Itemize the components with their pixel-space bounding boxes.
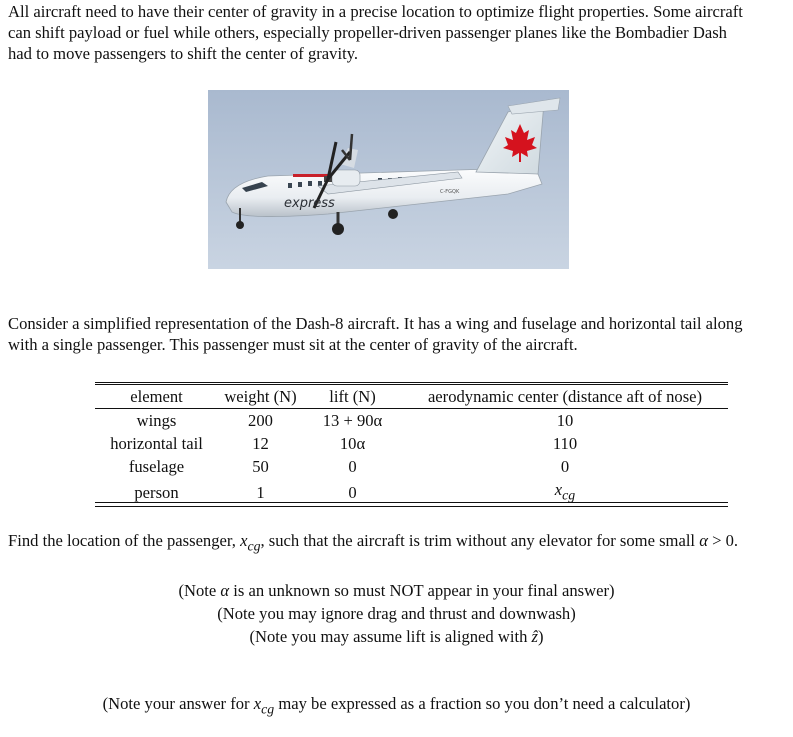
cell-lift: 10α <box>339 434 366 453</box>
cell-element: horizontal tail <box>110 434 203 453</box>
question-tail: > 0. <box>707 531 739 550</box>
xcg-variable: $x_{cg}$ <box>240 531 261 554</box>
table-row <box>95 409 728 433</box>
aircraft-illustration <box>208 90 569 269</box>
intro-paragraph <box>8 1 793 64</box>
xcg-variable: $x_{cg}$ <box>253 694 275 717</box>
question-text-after: , such that the aircraft is trim without any elevator for some small <box>260 531 700 550</box>
table-bottom-rule <box>95 502 728 503</box>
header-aero-center: aerodynamic center (distance aft of nose) <box>402 384 728 409</box>
cell-weight: 200 <box>218 409 303 433</box>
description-line-1: Consider a simplified representation of the Dash-8 aircraft. It has a wing and fuselage and horizontal tail along <box>8 314 743 333</box>
description-line-2: with a single passenger. This passenger must sit at the center of gravity of the aircraft. <box>8 335 578 354</box>
cell-weight: 12 <box>252 434 269 453</box>
cell-weight: 1 <box>218 478 303 507</box>
cell-lift: 0 <box>303 478 402 507</box>
intro-line-1: All aircraft need to have their center of gravity in a precise location to optimize flight properties. Some aircraft <box>8 2 743 21</box>
cell-aero-center: 110 <box>552 434 578 453</box>
cell-aero-center: 10 <box>402 409 728 433</box>
z-hat-symbol: ẑ <box>531 627 538 646</box>
header-lift: lift (N) <box>303 384 402 409</box>
cell-aero-center: 0 <box>560 457 570 476</box>
question-paragraph <box>8 530 793 556</box>
table-header-row <box>95 384 728 409</box>
intro-line-2: can shift payload or fuel while others, especially propeller-driven passenger planes like the Bombadier Dash <box>8 23 727 42</box>
cell-weight: 50 <box>252 457 269 476</box>
cell-element: person <box>95 478 218 507</box>
aircraft-elements-table <box>95 382 728 507</box>
alpha-symbol: α <box>699 531 708 550</box>
cell-element: wings <box>95 409 218 433</box>
note-alpha-unknown: (Note α is an unknown so must NOT appear in your final answer) <box>178 581 615 600</box>
cell-lift: 13 + 90α <box>303 409 402 433</box>
header-weight: weight (N) <box>218 384 303 409</box>
dash8-aircraft-photo <box>208 90 569 269</box>
registration-text: C-FGQK <box>440 189 460 195</box>
note-ignore-drag: (Note you may ignore drag and thrust and downwash) <box>217 604 576 623</box>
header-element: element <box>95 384 218 409</box>
note-fraction-answer: (Note your answer for $x_{cg}$ may be expressed as a fraction so you don’t need a calculator) <box>102 694 691 717</box>
cell-aero-center: $x_{cg}$ <box>402 478 728 507</box>
cell-element: fuselage <box>128 457 185 476</box>
table-row <box>95 455 728 478</box>
question-text-before: Find the location of the passenger, <box>8 531 241 550</box>
alpha-symbol: α <box>220 581 230 600</box>
cell-lift: 0 <box>348 457 357 476</box>
intro-line-3: had to move passengers to shift the center of gravity. <box>8 44 359 63</box>
livery-text: express <box>284 196 335 211</box>
note-lift-aligned: (Note you may assume lift is aligned with ẑ) <box>249 627 544 646</box>
near-engine <box>332 170 360 186</box>
table-row <box>95 432 728 455</box>
description-paragraph <box>8 313 793 355</box>
